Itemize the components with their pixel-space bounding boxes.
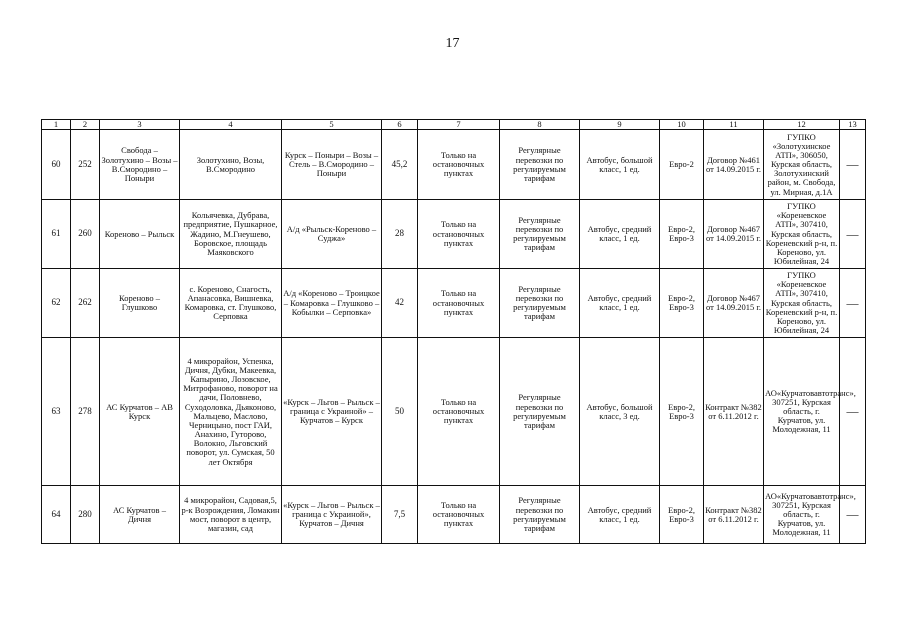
transport-type: Регулярные перевозки по регулируемым тарифам [500, 486, 580, 544]
column-header-10: 10 [660, 120, 704, 130]
eco-class: Евро-2, Евро-3 [660, 486, 704, 544]
contract-info: Контракт №382 от 6.11.2012 г. [704, 338, 764, 486]
eco-class: Евро-2 [660, 130, 704, 200]
note-dash: — [840, 338, 866, 486]
column-header-11: 11 [704, 120, 764, 130]
table-row [42, 130, 866, 200]
column-header-7: 7 [418, 120, 500, 130]
route-number: 262 [71, 269, 100, 338]
page-number: 17 [445, 36, 460, 51]
route-streets: «Курск – Льгов – Рыльск – граница с Украиной», Курчатов – Дичня [282, 486, 382, 544]
route-number: 252 [71, 130, 100, 200]
column-header-1: 1 [42, 120, 71, 130]
route-number: 280 [71, 486, 100, 544]
contract-info: Договор №461 от 14.09.2015 г. [704, 130, 764, 200]
row-number: 64 [42, 486, 71, 544]
column-header-13: 13 [840, 120, 866, 130]
route-stops: с. Кореново, Снагость, Апанасовка, Вишневка, Комаровка, ст. Глушково, Серповка [180, 269, 282, 338]
stop-order: Только на остановочных пунктах [418, 200, 500, 269]
table-body [42, 130, 866, 544]
route-name: Свобода – Золотухино – Возы – В.Смородино – Поныри [100, 130, 180, 200]
route-streets: А/д «Кореново – Троицкое – Комаровка – Глушково – Кобылки – Серповка» [282, 269, 382, 338]
carrier-info: ГУПКО «Кореневское АТП», 307410, Курская область, Кореневский р-н, п. Кореново, ул. Юбилейная, 24 [764, 200, 840, 269]
stop-order: Только на остановочных пунктах [418, 269, 500, 338]
route-distance: 45,2 [382, 130, 418, 200]
vehicle-info: Автобус, большой класс, 1 ед. [580, 130, 660, 200]
route-number: 260 [71, 200, 100, 269]
column-header-9: 9 [580, 120, 660, 130]
column-header-3: 3 [100, 120, 180, 130]
table-row [42, 200, 866, 269]
route-distance: 42 [382, 269, 418, 338]
transport-type: Регулярные перевозки по регулируемым тарифам [500, 269, 580, 338]
route-distance: 28 [382, 200, 418, 269]
route-table [41, 119, 866, 544]
transport-type: Регулярные перевозки по регулируемым тарифам [500, 200, 580, 269]
stop-order: Только на остановочных пунктах [418, 486, 500, 544]
row-number: 61 [42, 200, 71, 269]
header-row [42, 120, 866, 130]
column-header-4: 4 [180, 120, 282, 130]
table-row [42, 269, 866, 338]
carrier-info: АО«Курчатовавтотранс», 307251, Курская область, г. Курчатов, ул. Молодежная, 11 [764, 338, 840, 486]
column-header-2: 2 [71, 120, 100, 130]
route-stops: Кольячевка, Дубрава, предприятие, Пушкарное, Жадино, М.Гнеушево, Боровское, площадь Маяковского [180, 200, 282, 269]
vehicle-info: Автобус, большой класс, 3 ед. [580, 338, 660, 486]
eco-class: Евро-2, Евро-3 [660, 269, 704, 338]
route-name: Кореново – Глушково [100, 269, 180, 338]
route-name: Кореново – Рыльск [100, 200, 180, 269]
row-number: 62 [42, 269, 71, 338]
contract-info: Контракт №382 от 6.11.2012 г. [704, 486, 764, 544]
table-row [42, 486, 866, 544]
vehicle-info: Автобус, средний класс, 1 ед. [580, 486, 660, 544]
column-header-12: 12 [764, 120, 840, 130]
route-name: АС Курчатов – Дичня [100, 486, 180, 544]
route-stops: Золотухино, Возы, В.Смородино [180, 130, 282, 200]
note-dash: — [840, 486, 866, 544]
route-name: АС Курчатов – АВ Курск [100, 338, 180, 486]
route-streets: «Курск – Льгов – Рыльск – граница с Украиной» – Курчатов – Курск [282, 338, 382, 486]
transport-type: Регулярные перевозки по регулируемым тарифам [500, 130, 580, 200]
route-stops: 4 микрорайон, Успенка, Дичня, Дубки, Макеевка, Капыринo, Лозовское, Митрофаново, поворот на дачи, Половнево, Суходоловка, Дьяконово, Мальцево, Маслово, Черницыно, пост ГАИ, Анахино, Гуторово, Волокно, Льговский поворот, ул. Сумская, 50 лет Октября [180, 338, 282, 486]
stop-order: Только на остановочных пунктах [418, 338, 500, 486]
route-number: 278 [71, 338, 100, 486]
column-header-5: 5 [282, 120, 382, 130]
row-number: 60 [42, 130, 71, 200]
route-streets: Курск – Поныри – Возы – Стель – В.Смородино – Поныри [282, 130, 382, 200]
note-dash: — [840, 200, 866, 269]
route-distance: 7,5 [382, 486, 418, 544]
note-dash: — [840, 130, 866, 200]
row-number: 63 [42, 338, 71, 486]
carrier-info: ГУПКО «Кореневское АТП», 307410, Курская область, Кореневский р-н, п. Кореново, ул. Юбилейная, 24 [764, 269, 840, 338]
contract-info: Договор №467 от 14.09.2015 г. [704, 200, 764, 269]
contract-info: Договор №467 от 14.09.2015 г. [704, 269, 764, 338]
column-header-8: 8 [500, 120, 580, 130]
eco-class: Евро-2, Евро-3 [660, 200, 704, 269]
transport-type: Регулярные перевозки по регулируемым тарифам [500, 338, 580, 486]
carrier-info: ГУПКО «Золотухинское АТП», 306050, Курская область, Золотухинский район, м. Свобода, ул. Мирная, д.1А [764, 130, 840, 200]
eco-class: Евро-2, Евро-3 [660, 338, 704, 486]
route-distance: 50 [382, 338, 418, 486]
note-dash: — [840, 269, 866, 338]
column-header-6: 6 [382, 120, 418, 130]
route-stops: 4 микрорайон, Садовая,5, р-к Возрождения, Ломакин мост, поворот в центр, магазин, сад [180, 486, 282, 544]
table-row [42, 338, 866, 486]
stop-order: Только на остановочных пунктах [418, 130, 500, 200]
vehicle-info: Автобус, средний класс, 1 ед. [580, 269, 660, 338]
vehicle-info: Автобус, средний класс, 1 ед. [580, 200, 660, 269]
carrier-info: АО«Курчатовавтотранс», 307251, Курская область, г. Курчатов, ул. Молодежная, 11 [764, 486, 840, 544]
route-streets: А/д «Рыльск-Кореново – Суджа» [282, 200, 382, 269]
